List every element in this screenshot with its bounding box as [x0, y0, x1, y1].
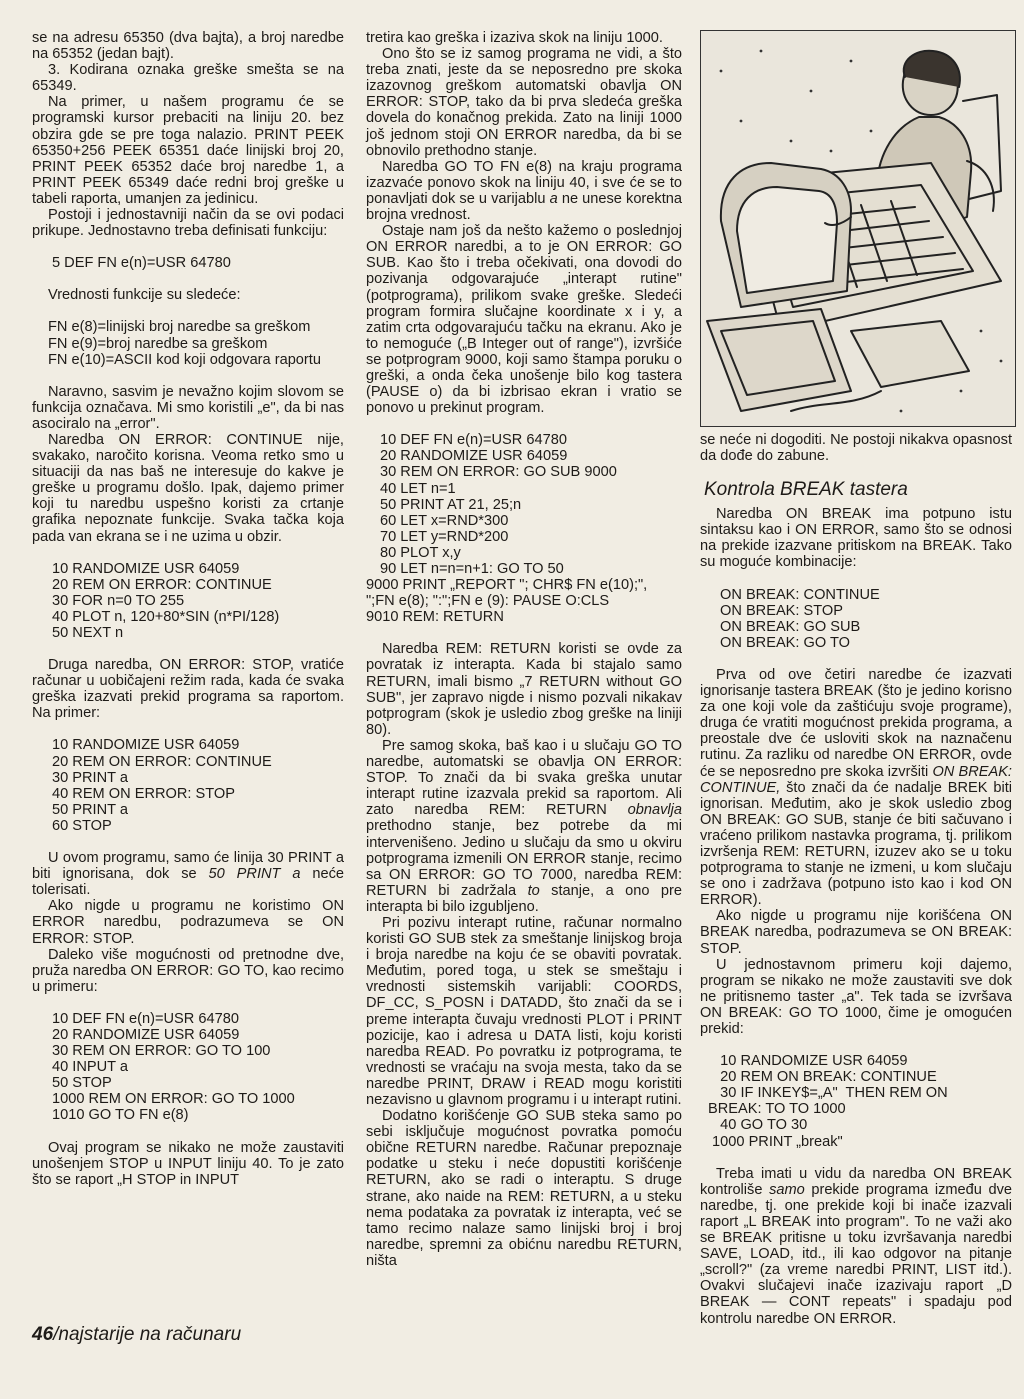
folio-text: /najstarije na računaru: [53, 1324, 242, 1345]
paragraph: FN e(10)=ASCII kod koji odgovara raportu: [48, 351, 321, 368]
italic-run: to: [527, 882, 540, 899]
code-line: 40 PLOT n, 120+80*SIN (n*PI/128): [52, 608, 280, 625]
italic-run: 50 PRINT a: [208, 866, 301, 883]
text-run: ne unese korektna brojna vrednost.: [366, 190, 682, 224]
paragraph: [700, 1166, 1012, 1327]
paragraph: Ovaj program se nikako ne može zaustaviti unošenjem STOP u INPUT liniju 40. To je zato što se raport „H STOP in INPUT: [32, 1139, 344, 1188]
code-line: 60 LET x=RND*300: [380, 512, 509, 529]
text-run: neće tolerisati.: [32, 866, 344, 899]
code-line: 30 PRINT a: [52, 769, 128, 786]
code-block: [700, 1053, 1012, 1150]
code-line: 20 RANDOMIZE USR 64059: [380, 448, 568, 465]
code-line: 10 DEF FN e(n)=USR 64780: [380, 432, 567, 449]
paragraph: U jednostavnom primeru koji dajemo, program se nikako ne može zaustaviti sve dok ne pritisnemo taster „a". Tek tada se izvršava ON BREAK: GO TO 1000, čime je omogućen prekid:: [700, 956, 1012, 1037]
text-run: Naredba GO TO FN e(8) na kraju programa izazvaće ponovo skok na liniju 40, i sve će se to ponavljati dok se u varijablu: [366, 158, 682, 207]
paragraph: Postoji i jednostavniji način da se ovi podaci prikupe. Jednostavno treba definisati funkciju:: [32, 207, 344, 240]
paragraph: [366, 159, 682, 223]
code-block: [32, 737, 344, 834]
code-line: 40 INPUT a: [52, 1059, 128, 1076]
paragraph: tretira kao greška i izaziva skok na liniju 1000.: [366, 30, 663, 46]
text-run: Treba imati u vidu da naredba ON BREAK kontroliše: [700, 1165, 1012, 1198]
code-line: 9000 PRINT „REPORT "; CHR$ FN e(10);",: [366, 577, 648, 594]
code-line: ON BREAK: CONTINUE: [720, 586, 880, 603]
code-block: [32, 1011, 344, 1124]
paragraph: FN e(9)=broj naredbe sa greškom: [48, 335, 268, 352]
text-run: prekide programa između dve naredbe, tj. one prekide koji bi inače izazvali raport „L BREAK into program". To ne važi ako se BREAK pritisne u toku izvršavanja naredbi SAVE, LOAD, itd., ili kao odgovor na pitanje „scroll?" (za vreme naredbi PRINT, LIST itd.). Ovakvi slučajevi inače izazivaju raport „D BREAK — CONT repeats" i spadaju pod kontrolu naredbe ON ERROR.: [700, 1181, 1013, 1327]
code-line: 50 STOP: [52, 1075, 112, 1092]
paragraph: Naredba ON ERROR: CONTINUE nije, svakako, naročito korisna. Veoma retko smo u situaciji da nas baš ne interesuje do kakve je greške u programu došlo. Ipak, dajemo primer koji tu naredbu uspešno koristi za crtanje grafika nepoznate funkcije. Svaka tačka koja pada van ekrana se i ne uzima u obzir.: [32, 431, 344, 545]
page-folio: [32, 1324, 241, 1346]
code-line: 30 REM ON ERROR: GO SUB 9000: [380, 464, 617, 481]
code-line: 70 LET y=RND*200: [380, 528, 509, 545]
paragraph: Druga naredba, ON ERROR: STOP, vratiće računar u uobičajeni režim rada, kada će svaka greška izazvati prekid programa sa raportom. Na primer:: [32, 657, 344, 722]
paragraph: Naredba ON BREAK ima potpuno istu sintaksu kao i ON ERROR, samo što se odnosi na prekide izazvane pritiskom na BREAK. Tako su moguće kombinacije:: [700, 506, 1012, 571]
code-line: 10 RANDOMIZE USR 64059: [708, 1053, 908, 1070]
paragraph: Ako nigde u programu nije korišćena ON BREAK naredba, podrazumeva se ON BREAK: STOP.: [700, 908, 1012, 957]
section-heading: Kontrola BREAK tastera: [704, 479, 908, 501]
code-line: 1000 REM ON ERROR: GO TO 1000: [52, 1091, 295, 1108]
text-run: prethodno stanje, bez potrebe da mi intervenišeno. Jedino u slučaju da smo u okviru potprograma izmenili ON ERROR stanje, recimo sa ON ERROR: GO TO 7000, naredba REM: RETURN bi zadržala: [366, 818, 682, 899]
paragraph: Ono što se iz samog programa ne vidi, a što treba znati, jeste da se neposredno pre skoka izazovnog greškom automatski obavlja ON ERROR: STOP, tako da bi prva sledeća greška dovela do konačnog prekida. Zato na liniji 1000 još jednom stoji ON ERROR naredba, da bi se obnovilo prethodno stanje.: [366, 46, 682, 159]
code-line: 40 GO TO 30: [708, 1117, 808, 1134]
code-block: [32, 561, 344, 641]
column-3: [700, 432, 1012, 1327]
paragraph: Pri pozivu interapt rutine, računar normalno koristi GO SUB stek za smeštanje linijskog broja i broja naredbe na koju će se obaviti povratak. Međutim, pored toga, u stek se smeštaju i vrednosti sistemskih varijabli: COORDS, DF_CC, S_POSN i DATADD, što znači da se i preme interapta čuvaju vrednosti PLOT i PRINT pozicije, kao i adresa u DATA listi, koju koristi naredba READ. Po povratku iz potprograma, te vrednosti se vraćaju na svoja mesta, tako da se naredbe PRINT, DRAW i READ mogu koristiti nezavisno u glavnom programu i u interapt rutini.: [366, 914, 682, 1108]
paragraph: Naredba REM: RETURN koristi se ovde za povratak iz interapta. Kada bi stajalo samo RETURN, imali bismo „7 RETURN without GO SUB", jer zapravo nigde i nismo pozvali nikakav potprogram (skok je usledio zbog greške na liniji 80).: [366, 641, 682, 738]
code-line: 20 REM ON BREAK: CONTINUE: [708, 1069, 937, 1086]
paragraph: Ostaje nam još da nešto kažemo o poslednjoj ON ERROR naredbi, a to je ON ERROR: GO SUB. Kao što i treba očekivati, ona dovodi do pozivanja odgovarajuće „interapt rutine" (potprograma), prilikom svake greške. Sledeći program formira slučajne koordinate x i y, a zatim crta odgovarajuću tačku na ekranu. Ako je to nemoguće („B Integer out of range"), izvršiće se potprogram 9000, koji samo štampa poruku o greški, a onda čeka unošenje bilo kog tastera (PAUSE o) da bi izbrisao ekran i vratio se ponovo u prekinut program.: [366, 223, 682, 417]
paragraph: se neće ni dogoditi. Ne postoji nikakva opasnost da dođe do zabune.: [700, 432, 1012, 465]
text-run: Pre samog skoka, baš kao i u slučaju GO TO naredbe, automatski se obavlja ON ERROR: STOP. To znači da bi svaka greška unutar interapt rutine izazvala prekid sa raportom. Ali zato naredba REM: RETURN: [366, 737, 682, 819]
paragraph: Daleko više mogućnosti od pretnodne dve, pruža naredba ON ERROR: GO TO, kao recimo u primeru:: [32, 946, 344, 995]
text-run: što znači da će nadalje BREK biti ignorisan. Međutim, ako je skok usledio zbog ON BREAK: GO SUB, stanje će biti sačuvano i vraćeno prilikom nastavka programa, tj. prilikom izvršenja REM: RETURN, izuzev ako se u toku potprograma to stanje ne izmeni, u kom slučaju se ono i zadržava (potpuno isto kao i kod ON ERROR).: [700, 779, 1012, 909]
paragraph: [366, 738, 682, 915]
code-line: 40 LET n=1: [380, 480, 456, 497]
code-line: 30 IF INKEY$=„A" THEN REM ON: [708, 1085, 948, 1102]
code-line: 5 DEF FN e(n)=USR 64780: [52, 255, 231, 272]
column-1: [32, 30, 344, 1188]
code-line: ";FN e(8); ":";FN e (9): PAUSE O:CLS: [366, 593, 610, 610]
code-line: 30 REM ON ERROR: GO TO 100: [52, 1043, 271, 1060]
computer-user-drawing: [701, 31, 1015, 426]
paragraph: se na adresu 65350 (dva bajta), a broj naredbe na 65352 (jedan bajt).: [32, 30, 344, 63]
code-line: 10 RANDOMIZE USR 64059: [52, 560, 240, 577]
italic-run: ON BREAK: CONTINUE,: [700, 763, 1012, 796]
text-run: U ovom programu, samo će linija 30 PRINT a biti ignorisana, dok se: [32, 850, 344, 883]
italic-run: samo: [769, 1181, 805, 1198]
code-line: 50 NEXT n: [52, 625, 124, 641]
italic-run: obnavlja: [627, 802, 682, 819]
code-line: 30 FOR n=0 TO 255: [52, 592, 185, 609]
code-line: ON BREAK: STOP: [720, 602, 843, 619]
code-line: ON BREAK: GO TO: [720, 634, 851, 651]
paragraph: Naravno, sasvim je nevažno kojim slovom se funkcija označava. Mi smo koristili „e", da bi nas asociralo na „error".: [32, 383, 344, 432]
text-run: Prva od ove četiri naredbe će izazvati ignorisanje tastera BREAK (što je jedino korisno za one koji vole da zaštićuju svoje programe), druga će vratiti mogućnost prekida programa, a preostale dve će usloviti skok na naznačenu rutinu. Za razliku od naredbe ON ERROR, ovde će se neposredno pre skoka izvršiti: [700, 666, 1012, 780]
paragraph: Ako nigde u programu ne koristimo ON ERROR naredbu, podrazumeva se ON ERROR: STOP.: [32, 898, 344, 947]
code-line: BREAK: TO TO 1000: [708, 1101, 846, 1118]
code-line: 10 RANDOMIZE USR 64059: [52, 737, 240, 754]
code-block: [366, 432, 682, 625]
paragraph: Dodatno korišćenje GO SUB steka samo po sebi isključuje mogućnost povratka pomoću obične RETURN naredbe. Računar prepoznaje podatke u steku i neće dopustiti korišćenje RETURN, ako se radi o interaptu. S druge strane, ako naide na REM: RETURN, a u steku nema podataka za povratak iz interapta, već se tamo recimo nalaze samo linijski broj i broj naredbe, spremni za obićnu naredbu RETURN, ništa: [366, 1108, 682, 1269]
italic-run: a: [549, 190, 558, 207]
code-line: 50 PRINT a: [52, 801, 128, 818]
illustration: [700, 30, 1016, 427]
code-line: 20 REM ON ERROR: CONTINUE: [52, 753, 272, 770]
code-line: 20 RANDOMIZE USR 64059: [52, 1026, 240, 1043]
paragraph: Na primer, u našem programu će se programski kursor prebaciti na liniju 20. bez obzira gde se pre toga nalazio. PRINT PEEK 65350+256 PEEK 65351 daće linijski broj 20, PRINT PEEK 65352 daće broj naredbe 1, a PRINT PEEK 65349 daće redni broj greške u tabeli raporta, umanjen za jedinicu.: [32, 94, 344, 207]
column-2: [366, 30, 682, 1269]
paragraph: 3. Kodirana oznaka greške smešta se na 65349.: [32, 62, 344, 95]
code-line: 20 REM ON ERROR: CONTINUE: [52, 576, 272, 593]
code-line: 60 STOP: [52, 817, 112, 834]
code-line: 9010 REM: RETURN: [366, 609, 504, 626]
page-number: 46: [32, 1324, 54, 1345]
code-line: 1010 GO TO FN e(8): [52, 1107, 189, 1124]
code-line: ON BREAK: GO SUB: [720, 618, 861, 635]
text-run: stanje, a ono pre interapta bi bilo izgubljeno.: [366, 882, 682, 915]
paragraph: [700, 667, 1012, 908]
code-line: 50 PRINT AT 21, 25;n: [380, 496, 522, 513]
paragraph: Vrednosti funkcije su sledeće:: [48, 287, 241, 304]
code-line: 10 DEF FN e(n)=USR 64780: [52, 1010, 239, 1027]
code-line: 90 LET n=n=n+1: GO TO 50: [380, 561, 564, 577]
paragraph: [32, 850, 344, 898]
code-line: 40 REM ON ERROR: STOP: [52, 785, 235, 802]
code-line: 1000 PRINT „break": [708, 1133, 843, 1150]
paragraph: FN e(8)=linijski broj naredbe sa greškom: [48, 319, 311, 336]
code-line: 80 PLOT x,y: [380, 544, 461, 561]
code-block: [700, 587, 1012, 651]
